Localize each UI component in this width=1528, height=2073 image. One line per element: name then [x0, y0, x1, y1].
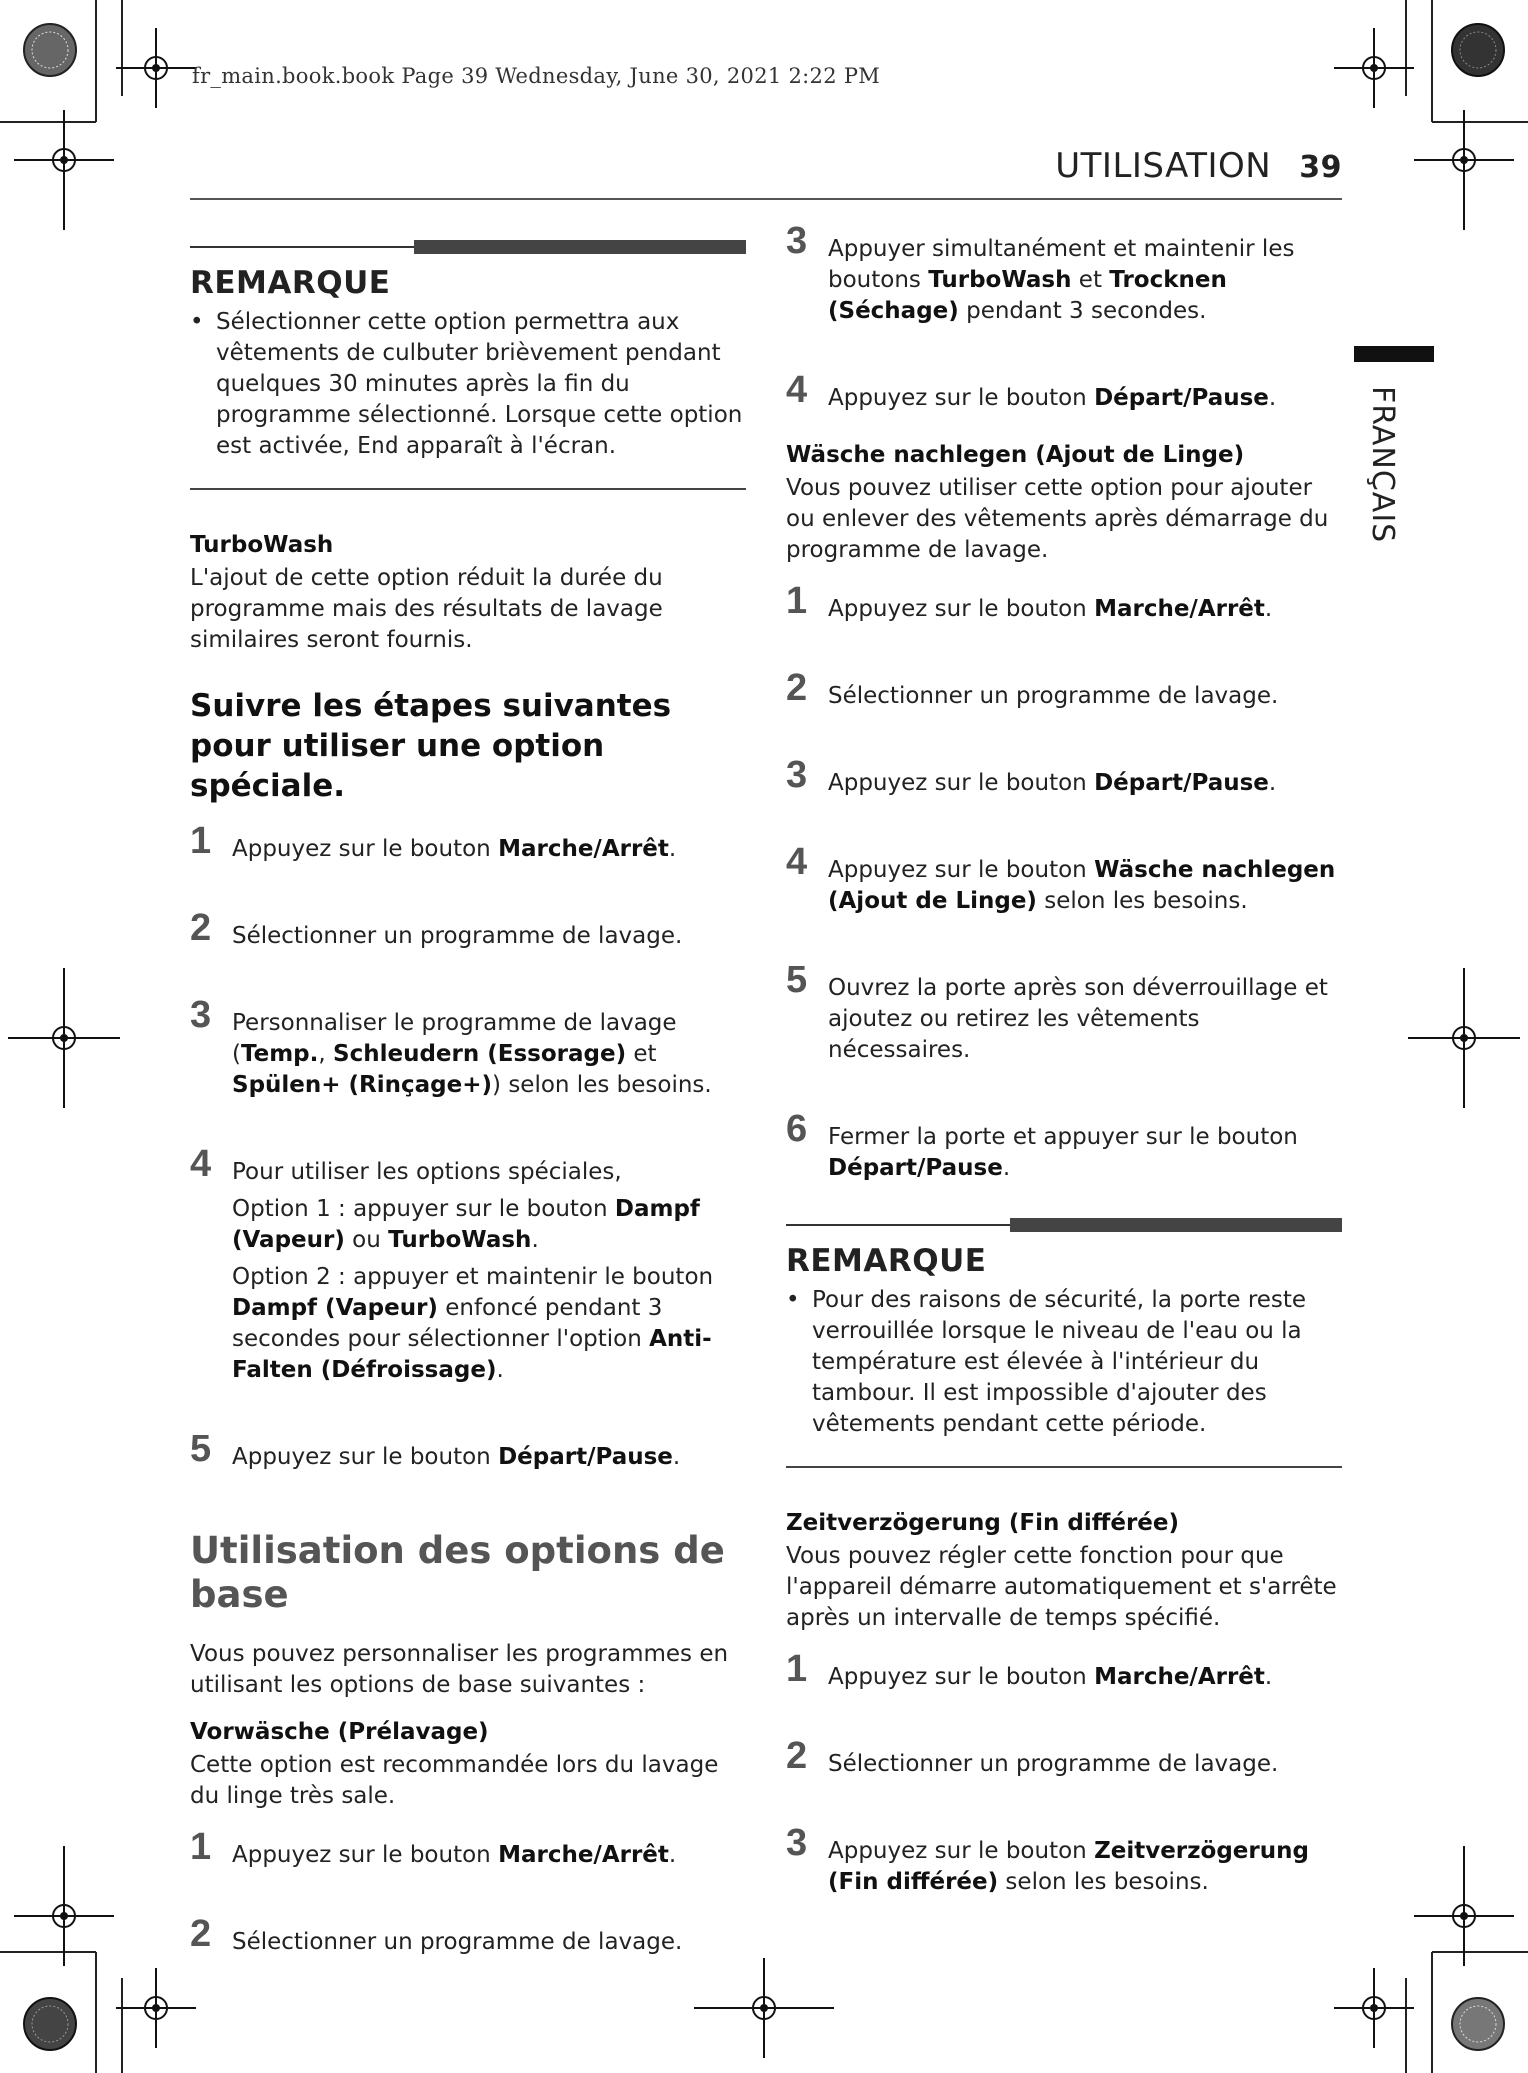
page-number: 39 — [1299, 150, 1342, 185]
option-2: Option 2 : appuyer et maintenir le bouton Dampf (Vapeur) enfoncé pendant 3 secondes pour sélectionner l'option Anti-Falten (Défroissage). — [232, 1264, 714, 1383]
section-header — [1055, 146, 1342, 186]
right-column — [786, 220, 1342, 1898]
step-item: 2 Sélectionner un programme de lavage. — [786, 667, 1279, 709]
basic-options-heading: Utilisation des options de base — [190, 1529, 725, 1616]
add-laundry-heading: Wäsche nachlegen (Ajout de Linge) — [786, 442, 1245, 468]
step-item: 3 Appuyer simultanément et maintenir les boutons TurboWash et Trocknen (Séchage) pendant 3 secondes. — [786, 220, 1295, 324]
print-file-info: fr_main.book.book Page 39 Wednesday, June 30, 2021 2:22 PM — [192, 64, 881, 88]
step-item: 3 Appuyez sur le bouton Départ/Pause. — [786, 754, 1277, 796]
step-item: 2 Sélectionner un programme de lavage. — [190, 1913, 683, 1955]
note-title: REMARQUE — [190, 265, 391, 301]
delay-text: Vous pouvez régler cette fonction pour que l'appareil démarre automatiquement et s'arrête après un intervalle de temps spécifié. — [786, 1543, 1337, 1631]
note-list — [190, 307, 746, 462]
special-options-heading: Suivre les étapes suivantes pour utiliser une option spéciale. — [190, 688, 672, 804]
step-item: 4 Appuyez sur le bouton Départ/Pause. — [786, 369, 1277, 411]
display-code: End — [357, 433, 399, 459]
prewash-text: Cette option est recommandée lors du lavage du linge très sale. — [190, 1752, 719, 1809]
step-item: 6 Fermer la porte et appuyer sur le bouton Départ/Pause. — [786, 1108, 1298, 1181]
step-item: 2 Sélectionner un programme de lavage. — [786, 1735, 1279, 1777]
step-item: 3 Personnaliser le programme de lavage (Temp., Schleudern (Essorage) et Spülen+ (Rinçage+)) selon les besoins. — [190, 994, 712, 1098]
step-item: 1 Appuyez sur le bouton Marche/Arrêt. — [190, 1826, 677, 1868]
note-item: • Sélectionner cette option permettra aux vêtements de culbuter brièvement pendant quelques 30 minutes après la fin du programme sélectionné. Lorsque cette option est activée, End apparaît à l'écran. — [190, 307, 746, 462]
step-item: 1 Appuyez sur le bouton Marche/Arrêt. — [786, 580, 1273, 622]
note-list — [786, 1285, 1342, 1440]
note-box — [786, 1218, 1342, 1468]
turbowash-heading: TurboWash — [190, 532, 334, 558]
note-title: REMARQUE — [786, 1243, 987, 1279]
step-item: 2 Sélectionner un programme de lavage. — [190, 907, 683, 949]
step-item: 5 Appuyez sur le bouton Départ/Pause. — [190, 1428, 681, 1470]
note-rule — [190, 240, 746, 254]
step-item: 5 Ouvrez la porte après son déverrouillage et ajoutez ou retirez les vêtements nécessaires. — [786, 959, 1328, 1063]
note-rule — [786, 1218, 1342, 1232]
step-item: 1 Appuyez sur le bouton Marche/Arrêt. — [786, 1648, 1273, 1690]
note-box — [190, 240, 746, 490]
delay-heading: Zeitverzögerung (Fin différée) — [786, 1510, 1180, 1536]
step-item: 4 Appuyez sur le bouton Wäsche nachlegen (Ajout de Linge) selon les besoins. — [786, 841, 1336, 914]
section-title: UTILISATION — [1055, 146, 1272, 186]
basic-options-intro: Vous pouvez personnaliser les programmes en utilisant les options de base suivantes : — [190, 1641, 729, 1698]
turbowash-text: L'ajout de cette option réduit la durée du programme mais des résultats de lavage similaires seront fournis. — [190, 565, 663, 653]
note-end-rule — [786, 1466, 1342, 1468]
add-laundry-text: Vous pouvez utiliser cette option pour ajouter ou enlever des vêtements après démarrage du programme de lavage. — [786, 475, 1329, 563]
language-tab-bar — [1354, 346, 1434, 362]
note-end-rule — [190, 488, 746, 490]
step-item: 3 Appuyez sur le bouton Zeitverzögerung (Fin différée) selon les besoins. — [786, 1822, 1309, 1895]
header-rule — [190, 198, 1342, 200]
option-1: Option 1 : appuyer sur le bouton Dampf (Vapeur) ou TurboWash. — [232, 1196, 700, 1253]
note-item: • Pour des raisons de sécurité, la porte reste verrouillée lorsque le niveau de l'eau ou la température est élevée à l'intérieur du tambour. Il est impossible d'ajouter des vêtements pendant cette période. — [786, 1285, 1342, 1440]
step-item: 4 Pour utiliser les options spéciales, Option 1 : appuyer sur le bouton Dampf (Vapeur) ou TurboWash. Option 2 : appuyer et maintenir le bouton Dampf (Vapeur) enfoncé pendant 3 secondes pour sélectionner l'option Anti-Falten (Défroissage). — [190, 1157, 746, 1386]
prewash-heading: Vorwäsche (Prélavage) — [190, 1719, 489, 1745]
step-item: 1 Appuyez sur le bouton Marche/Arrêt. — [190, 820, 677, 862]
left-column — [190, 240, 746, 1958]
language-tab-label: FRANÇAIS — [1365, 386, 1400, 544]
